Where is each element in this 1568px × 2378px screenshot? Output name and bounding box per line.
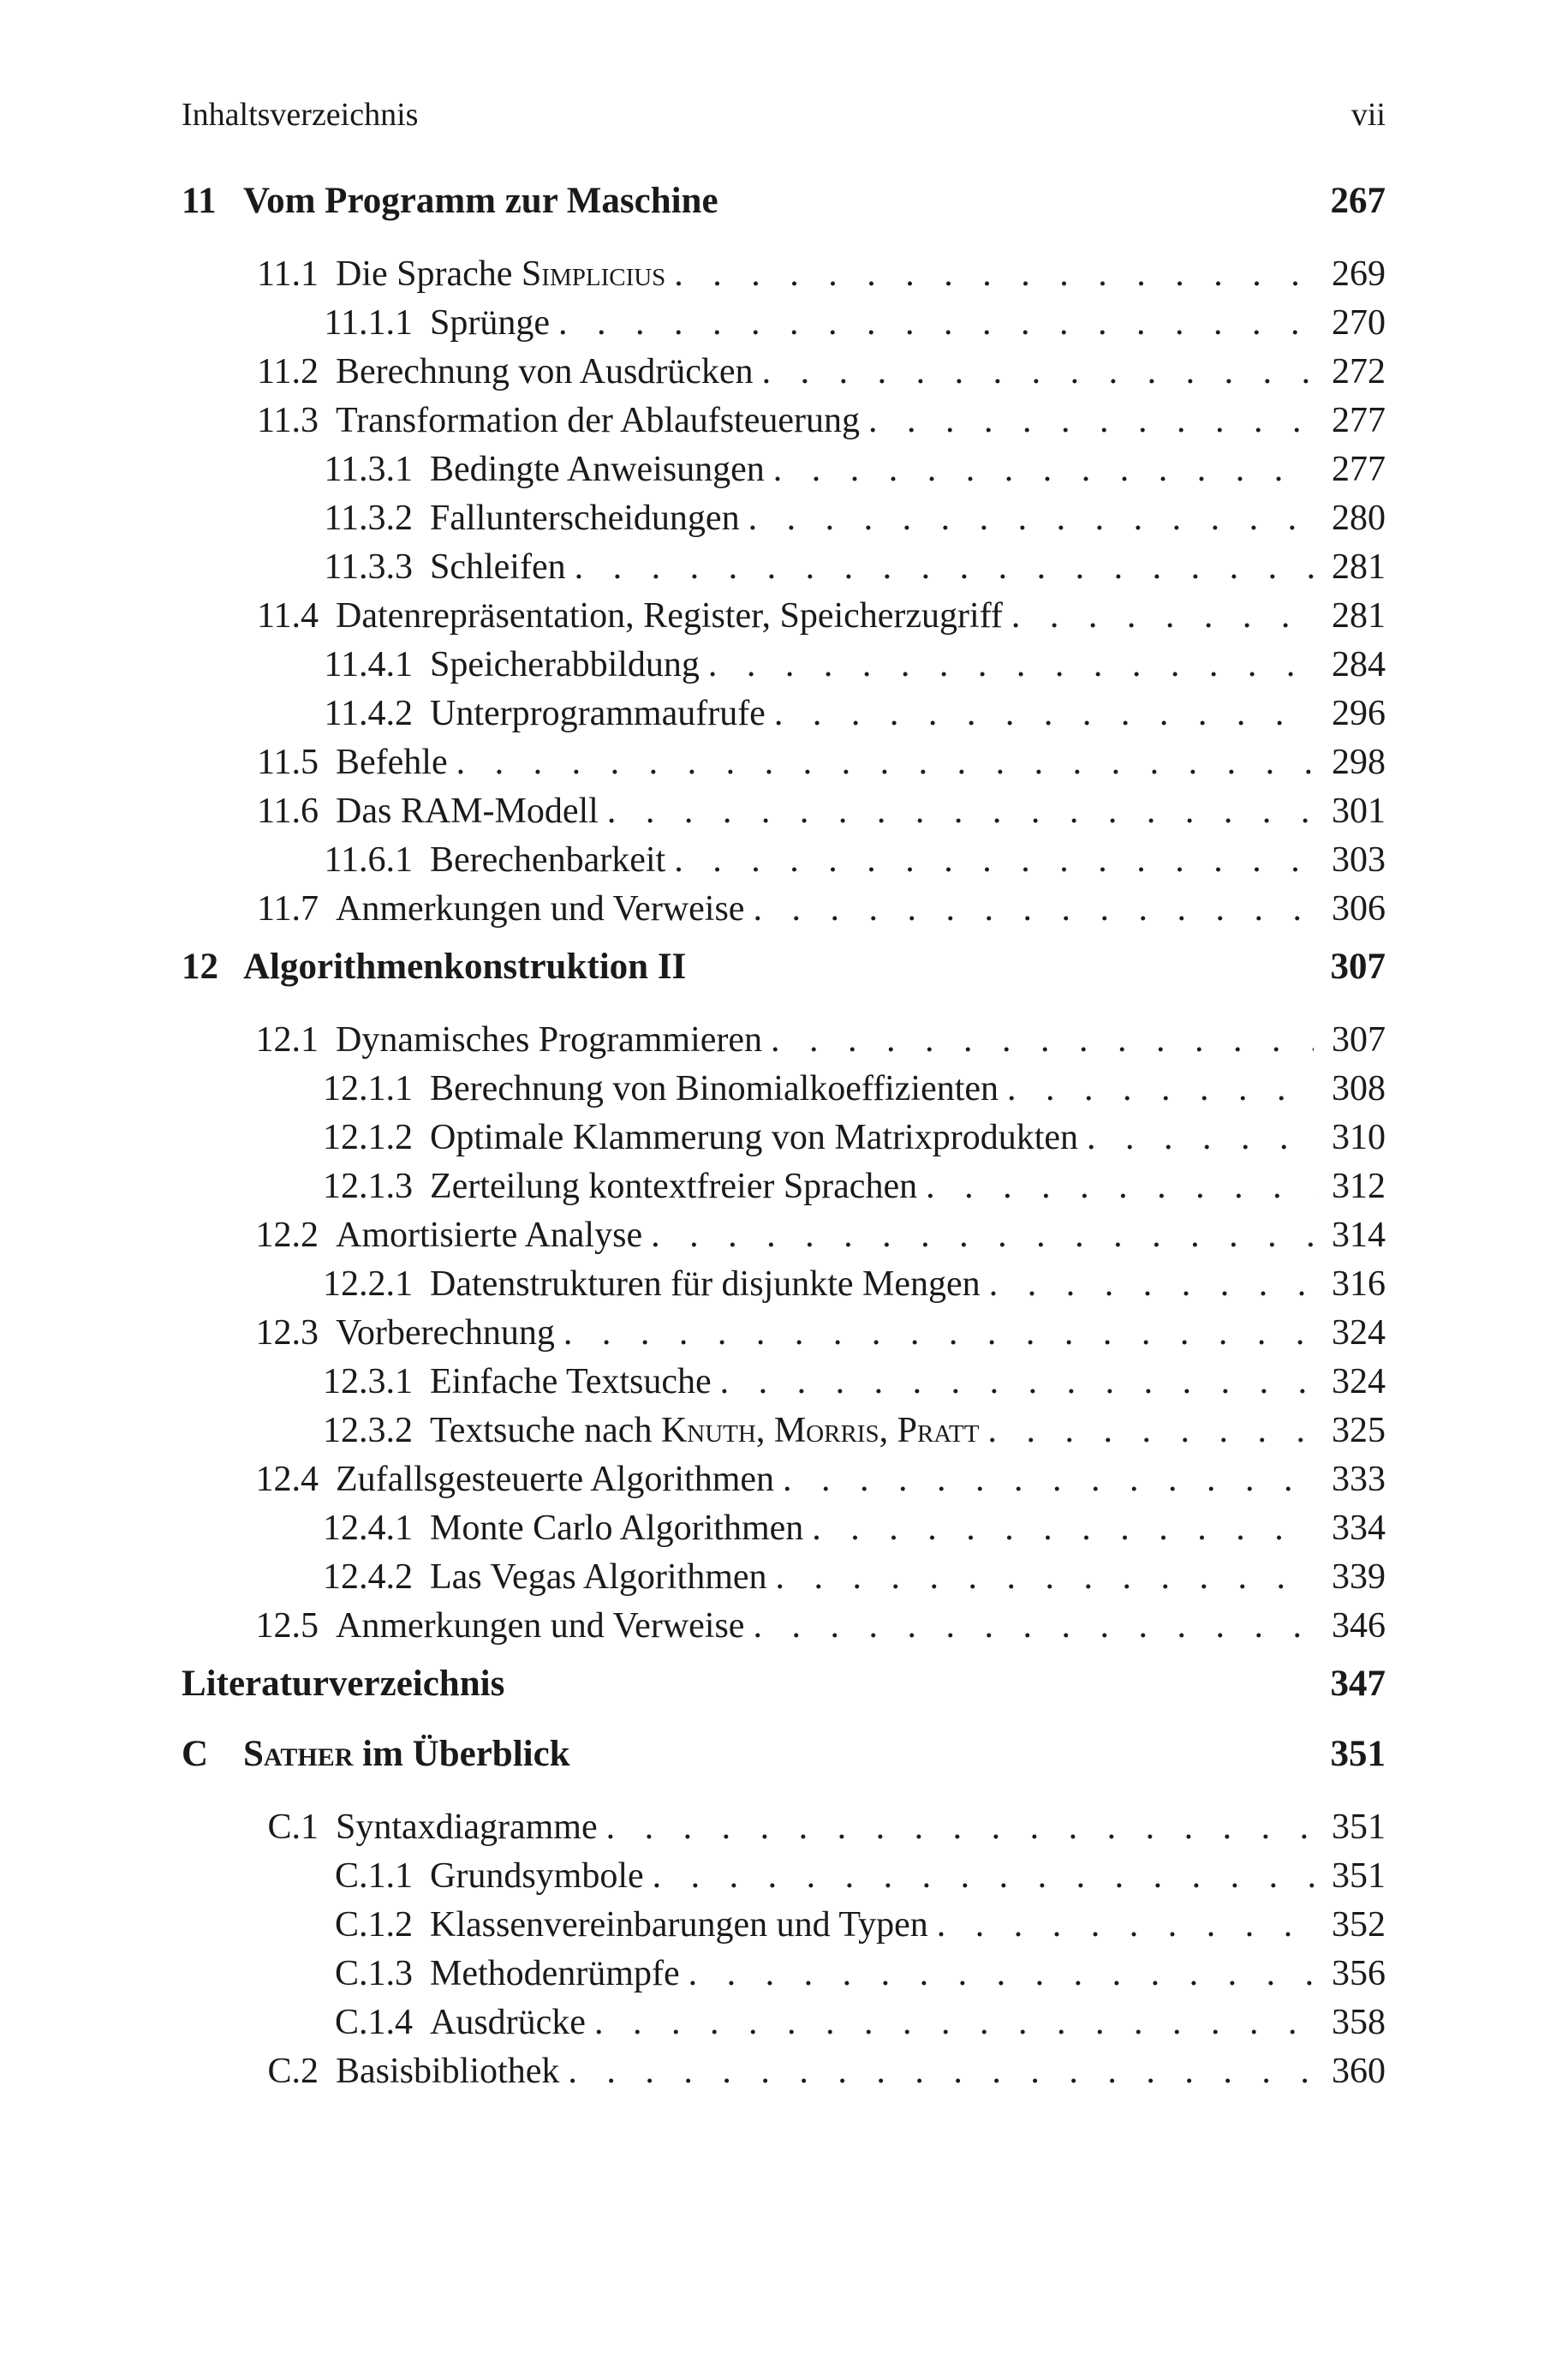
section-page-number: 312 xyxy=(1332,1167,1386,1206)
section-page-number: 307 xyxy=(1332,1020,1386,1060)
toc-section[interactable] xyxy=(182,1016,1386,1065)
dot-leader xyxy=(783,1455,1314,1504)
toc-subsection[interactable] xyxy=(182,445,1386,494)
small-caps-name: Knuth xyxy=(660,1411,756,1450)
section-page-number: 360 xyxy=(1332,2052,1386,2091)
section-title: Dynamisches Programmieren xyxy=(336,1020,763,1060)
section-number: 11.3 xyxy=(257,401,319,440)
dot-leader xyxy=(558,299,1314,348)
section-title: Optimale Klammerung von Matrixprodukten xyxy=(430,1118,1079,1157)
section-title: Schleifen xyxy=(430,547,566,587)
section-page-number: 358 xyxy=(1332,2003,1386,2042)
chapter-page-number: 347 xyxy=(1330,1664,1386,1704)
section-number: 12.2 xyxy=(255,1216,319,1255)
section-page-number: 352 xyxy=(1332,1905,1386,1945)
toc-subsection[interactable] xyxy=(182,836,1386,885)
section-page-number: 310 xyxy=(1332,1118,1386,1157)
section-number: 12.1 xyxy=(255,1020,319,1060)
toc-subsection[interactable] xyxy=(182,299,1386,348)
dot-leader xyxy=(606,1803,1314,1852)
chapter-page-number: 267 xyxy=(1330,181,1386,221)
toc-subsection[interactable] xyxy=(182,1504,1386,1553)
toc-chapter[interactable] xyxy=(182,946,1386,1004)
dot-leader xyxy=(774,690,1314,738)
section-title: Datenstrukturen für disjunkte Mengen xyxy=(430,1264,981,1304)
section-number: 11.6.1 xyxy=(324,840,413,880)
section-page-number: 281 xyxy=(1332,596,1386,636)
toc-section[interactable] xyxy=(182,348,1386,397)
toc-section[interactable] xyxy=(182,250,1386,299)
section-number: 11.3.2 xyxy=(324,499,413,538)
section-page-number: 281 xyxy=(1332,547,1386,587)
section-title: Monte Carlo Algorithmen xyxy=(430,1509,804,1548)
section-page-number: 284 xyxy=(1332,645,1386,684)
dot-leader xyxy=(456,738,1314,787)
section-number: 12.1.2 xyxy=(323,1118,413,1157)
dot-leader xyxy=(762,348,1314,397)
section-page-number: 333 xyxy=(1332,1460,1386,1499)
dot-leader xyxy=(575,543,1314,592)
chapter-spacer xyxy=(182,1791,1386,1803)
dot-leader xyxy=(987,1407,1314,1455)
section-number: C.1.1 xyxy=(334,1856,413,1896)
section-number: 12.4 xyxy=(255,1460,319,1499)
section-title: Befehle xyxy=(336,743,448,782)
section-page-number: 280 xyxy=(1332,499,1386,538)
section-page-number: 270 xyxy=(1332,303,1386,343)
section-page-number: 296 xyxy=(1332,694,1386,733)
section-number: 11.4 xyxy=(257,596,319,636)
dot-leader xyxy=(568,2047,1314,2096)
toc-section[interactable] xyxy=(182,1803,1386,1852)
section-title: Zufallsgesteuerte Algorithmen xyxy=(336,1460,775,1499)
section-title: Syntaxdiagramme xyxy=(336,1807,598,1847)
toc-subsection[interactable] xyxy=(182,1901,1386,1950)
section-page-number: 303 xyxy=(1332,840,1386,880)
section-title: Amortisierte Analyse xyxy=(336,1216,643,1255)
toc-subsection[interactable] xyxy=(182,1065,1386,1114)
section-page-number: 306 xyxy=(1332,889,1386,929)
section-title: Basisbibliothek xyxy=(336,2052,560,2091)
toc-chapter[interactable] xyxy=(182,1733,1386,1791)
section-title: Berechnung von Binomialkoeffizienten xyxy=(430,1069,999,1108)
table-of-contents xyxy=(182,180,1386,2096)
section-page-number: 356 xyxy=(1332,1954,1386,1993)
dot-leader xyxy=(812,1504,1314,1553)
section-page-number: 351 xyxy=(1332,1856,1386,1896)
section-title: Die Sprache Simplicius xyxy=(336,254,666,294)
section-title: Las Vegas Algorithmen xyxy=(430,1557,767,1597)
toc-section[interactable] xyxy=(182,592,1386,641)
chapter-page-number: 307 xyxy=(1330,947,1386,987)
toc-subsection[interactable] xyxy=(182,1162,1386,1211)
small-caps-name: Simplicius xyxy=(521,254,666,294)
dot-leader xyxy=(689,1950,1314,1999)
section-title: Klassenvereinbarungen und Typen xyxy=(430,1905,928,1945)
section-page-number: 324 xyxy=(1332,1362,1386,1401)
section-title: Berechnung von Ausdrücken xyxy=(336,352,754,391)
section-title: Grundsymbole xyxy=(430,1856,644,1896)
chapter-number: 12 xyxy=(182,947,218,987)
section-number: C.1.2 xyxy=(334,1905,413,1945)
section-title: Einfache Textsuche xyxy=(430,1362,712,1401)
toc-chapter[interactable] xyxy=(182,1663,1386,1721)
section-title: Anmerkungen und Verweise xyxy=(336,889,745,929)
toc-subsection[interactable] xyxy=(182,1358,1386,1407)
chapter-title: Algorithmenkonstruktion II xyxy=(243,947,687,987)
section-page-number: 277 xyxy=(1332,450,1386,489)
section-number: 11.4.2 xyxy=(324,694,413,733)
dot-leader xyxy=(674,250,1314,299)
section-page-number: 301 xyxy=(1332,792,1386,831)
toc-subsection[interactable] xyxy=(182,1114,1386,1162)
toc-subsection[interactable] xyxy=(182,543,1386,592)
toc-section[interactable] xyxy=(182,1455,1386,1504)
section-number: 12.1.3 xyxy=(323,1167,413,1206)
dot-leader xyxy=(653,1852,1314,1901)
toc-subsection[interactable] xyxy=(182,690,1386,738)
section-page-number: 339 xyxy=(1332,1557,1386,1597)
dot-leader xyxy=(1011,592,1314,641)
section-number: C.2 xyxy=(267,2052,319,2091)
chapter-title: Sather im Überblick xyxy=(243,1734,570,1774)
section-number: 12.4.2 xyxy=(323,1557,413,1597)
section-page-number: 346 xyxy=(1332,1606,1386,1646)
running-head-title: Inhaltsverzeichnis xyxy=(182,97,419,133)
section-page-number: 298 xyxy=(1332,743,1386,782)
section-title: Das RAM-Modell xyxy=(336,792,599,831)
section-page-number: 314 xyxy=(1332,1216,1386,1255)
dot-leader xyxy=(563,1309,1314,1358)
small-caps-name: Pratt xyxy=(897,1411,980,1450)
dot-leader xyxy=(771,1016,1314,1065)
section-number: 11.3.1 xyxy=(324,450,413,489)
section-title: Textsuche nach Knuth, Morris, Pratt xyxy=(430,1411,980,1450)
dot-leader xyxy=(708,641,1314,690)
page xyxy=(182,96,1386,2096)
small-caps-name: Morris xyxy=(773,1411,879,1450)
toc-subsection[interactable] xyxy=(182,494,1386,543)
chapter-number: 11 xyxy=(182,181,217,221)
section-title: Berechenbarkeit xyxy=(430,840,666,880)
section-number: 12.2.1 xyxy=(323,1264,413,1304)
dot-leader xyxy=(868,397,1314,445)
section-title: Datenrepräsentation, Register, Speicherzugriff xyxy=(336,596,1003,636)
section-number: 12.1.1 xyxy=(323,1069,413,1108)
section-number: C.1.3 xyxy=(334,1954,413,1993)
section-page-number: 316 xyxy=(1332,1264,1386,1304)
dot-leader xyxy=(1087,1114,1314,1162)
section-title: Vorberechnung xyxy=(336,1313,555,1353)
section-page-number: 351 xyxy=(1332,1807,1386,1847)
section-number: 11.6 xyxy=(257,792,319,831)
toc-section[interactable] xyxy=(182,787,1386,836)
section-page-number: 325 xyxy=(1332,1411,1386,1450)
toc-section[interactable] xyxy=(182,1309,1386,1358)
section-number: 11.4.1 xyxy=(324,645,413,684)
section-number: 11.5 xyxy=(257,743,319,782)
section-page-number: 308 xyxy=(1332,1069,1386,1108)
running-head xyxy=(182,96,1386,147)
toc-section[interactable] xyxy=(182,397,1386,445)
toc-subsection[interactable] xyxy=(182,1260,1386,1309)
section-page-number: 272 xyxy=(1332,352,1386,391)
toc-section[interactable] xyxy=(182,1602,1386,1651)
section-number: 11.2 xyxy=(257,352,319,391)
section-number: 12.3 xyxy=(255,1313,319,1353)
section-title: Bedingte Anweisungen xyxy=(430,450,765,489)
section-title: Anmerkungen und Verweise xyxy=(336,1606,745,1646)
section-page-number: 269 xyxy=(1332,254,1386,294)
toc-section[interactable] xyxy=(182,738,1386,787)
toc-subsection[interactable] xyxy=(182,1553,1386,1602)
dot-leader xyxy=(748,494,1314,543)
section-title: Methodenrümpfe xyxy=(430,1954,680,1993)
section-number: 12.3.1 xyxy=(323,1362,413,1401)
section-number: C.1 xyxy=(267,1807,319,1847)
dot-leader xyxy=(720,1358,1314,1407)
toc-chapter[interactable] xyxy=(182,180,1386,238)
section-number: 12.5 xyxy=(255,1606,319,1646)
section-title: Zerteilung kontextfreier Sprachen xyxy=(430,1167,918,1206)
section-page-number: 277 xyxy=(1332,401,1386,440)
dot-leader xyxy=(989,1260,1314,1309)
section-number: 12.3.2 xyxy=(323,1411,413,1450)
dot-leader xyxy=(753,885,1314,934)
toc-subsection[interactable] xyxy=(182,1999,1386,2047)
section-title: Transformation der Ablaufsteuerung xyxy=(336,401,860,440)
section-title: Fallunterscheidungen xyxy=(430,499,740,538)
section-title: Ausdrücke xyxy=(430,2003,586,2042)
toc-subsection[interactable] xyxy=(182,1407,1386,1455)
small-caps-name: Sather xyxy=(243,1734,354,1774)
section-number: 11.1.1 xyxy=(324,303,413,343)
chapter-title: Vom Programm zur Maschine xyxy=(243,181,718,221)
section-title: Speicherabbildung xyxy=(430,645,700,684)
dot-leader xyxy=(773,445,1314,494)
dot-leader xyxy=(926,1162,1314,1211)
chapter-number: C xyxy=(182,1734,209,1774)
toc-subsection[interactable] xyxy=(182,641,1386,690)
toc-section[interactable] xyxy=(182,2047,1386,2096)
section-page-number: 334 xyxy=(1332,1509,1386,1548)
chapter-spacer xyxy=(182,238,1386,250)
dot-leader xyxy=(607,787,1314,836)
chapter-spacer xyxy=(182,1004,1386,1016)
dot-leader xyxy=(776,1553,1314,1602)
section-number: 11.1 xyxy=(257,254,319,294)
toc-section[interactable] xyxy=(182,1211,1386,1260)
running-head-page-number: vii xyxy=(1350,97,1386,133)
section-title: Unterprogrammaufrufe xyxy=(430,694,766,733)
section-number: 11.3.3 xyxy=(324,547,413,587)
toc-subsection[interactable] xyxy=(182,1852,1386,1901)
section-number: 12.4.1 xyxy=(323,1509,413,1548)
section-title: Sprünge xyxy=(430,303,550,343)
toc-section[interactable] xyxy=(182,885,1386,934)
dot-leader xyxy=(674,836,1314,885)
toc-subsection[interactable] xyxy=(182,1950,1386,1999)
chapter-title: Literaturverzeichnis xyxy=(182,1664,505,1704)
dot-leader xyxy=(594,1999,1314,2047)
dot-leader xyxy=(937,1901,1314,1950)
section-number: 11.7 xyxy=(257,889,319,929)
section-number: C.1.4 xyxy=(334,2003,413,2042)
dot-leader xyxy=(651,1211,1314,1260)
dot-leader xyxy=(753,1602,1314,1651)
dot-leader xyxy=(1007,1065,1314,1114)
section-page-number: 324 xyxy=(1332,1313,1386,1353)
chapter-page-number: 351 xyxy=(1330,1734,1386,1774)
